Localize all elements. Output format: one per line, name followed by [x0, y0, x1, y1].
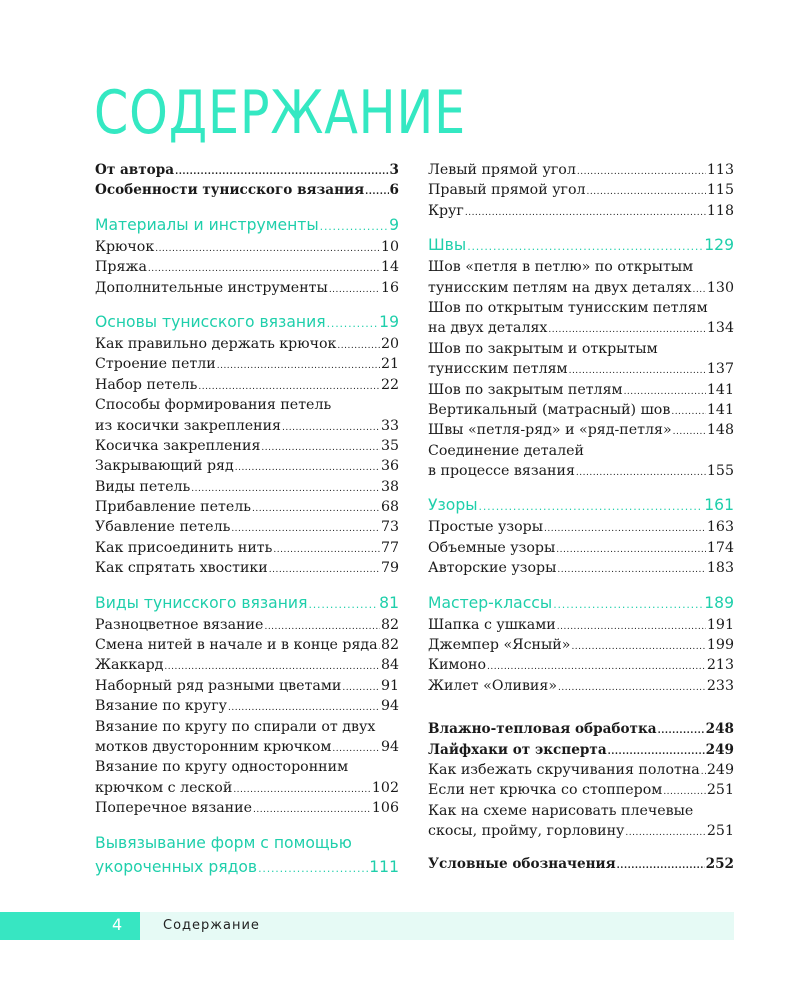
toc-dot-leader: [693, 280, 706, 300]
toc-entry: [428, 821, 734, 841]
toc-page-number: 199: [706, 637, 734, 654]
toc-entry-title: Разноцветное вязание: [95, 616, 264, 633]
toc-entry-title: От автора: [95, 162, 175, 178]
toc-entry-title: Швы: [428, 236, 467, 255]
toc-dot-leader: [332, 739, 380, 759]
toc-dot-leader: [308, 593, 378, 617]
toc-entry: [95, 558, 399, 578]
toc-entry-title: Поперечное вязание: [95, 800, 252, 817]
toc-entry-title: Лайфхаки от эксперта: [428, 741, 607, 758]
toc-entry: [428, 380, 734, 400]
toc-entry: [95, 717, 399, 737]
toc-page-number: 155: [706, 463, 734, 480]
toc-entry: [95, 456, 399, 476]
toc-dot-leader: [337, 336, 380, 356]
toc-dot-leader: [487, 657, 706, 677]
toc-entry-title: Виды петель: [95, 478, 191, 495]
toc-entry-title: тунисским петлям: [428, 361, 568, 378]
toc-dot-leader: [252, 499, 380, 519]
toc-entry-title: Левый прямой угол: [428, 162, 576, 178]
toc-main-entry: [95, 180, 399, 200]
toc-dot-leader: [557, 617, 706, 637]
toc-page-number: 134: [706, 320, 734, 337]
toc-dot-leader: [569, 361, 706, 381]
toc-entry-title: в процессе вязания: [428, 463, 575, 480]
toc-page-number: 130: [706, 279, 734, 296]
toc-entry-title: Вертикальный (матрасный) шов: [428, 401, 671, 418]
toc-dot-leader: [465, 203, 706, 223]
toc-dot-leader: [544, 519, 706, 539]
toc-section-heading: [428, 233, 734, 257]
toc-dot-leader: [175, 162, 388, 182]
page-title: СОДЕРЖАНИЕ: [94, 78, 467, 148]
toc-section-heading: [95, 213, 399, 237]
toc-dot-leader: [558, 678, 706, 698]
toc-dot-leader: [282, 418, 380, 438]
toc-dot-leader: [253, 800, 371, 820]
toc-entry: [95, 237, 399, 257]
toc-page-number: 82: [380, 637, 399, 654]
toc-page-number: 94: [380, 698, 399, 715]
toc-entry: [428, 318, 734, 338]
toc-entry: [95, 497, 399, 517]
toc-entry: [428, 160, 734, 180]
toc-page-number: 22: [380, 376, 399, 393]
toc-dot-leader: [329, 280, 380, 300]
toc-dot-leader: [379, 637, 380, 657]
toc-dot-leader: [228, 698, 380, 718]
toc-page-number: 73: [380, 519, 399, 536]
toc-page-number: 141: [706, 381, 734, 398]
toc-page-number: 129: [704, 236, 734, 255]
toc-entry: [95, 334, 399, 354]
toc-entry: [428, 201, 734, 221]
toc-dot-leader: [587, 182, 706, 202]
toc-entry-title: Закрывающий ряд: [95, 458, 234, 475]
toc-dot-leader: [342, 678, 380, 698]
toc-entry: [428, 801, 734, 821]
toc-entry: [95, 778, 399, 798]
toc-entry: [428, 655, 734, 675]
toc-dot-leader: [148, 259, 380, 279]
toc-entry-title: Шапка с ушками: [428, 616, 556, 633]
footer-section-label: Содержание: [163, 918, 260, 933]
toc-page-number: 91: [380, 677, 399, 694]
toc-page-number: 77: [380, 539, 399, 556]
toc-entry-title: тунисским петлям на двух деталях: [428, 279, 692, 296]
toc-entry-title: Убавление петель: [95, 519, 231, 536]
toc-dot-leader: [264, 617, 379, 637]
toc-entry: [95, 757, 399, 777]
toc-entry: [95, 477, 399, 497]
toc-entry: [95, 635, 399, 655]
toc-page-number: 251: [706, 823, 734, 840]
toc-page-number: 36: [380, 458, 399, 475]
toc-dot-leader: [577, 162, 706, 182]
toc-entry: [95, 354, 399, 374]
toc-page-number: 248: [705, 721, 734, 738]
toc-entry-title: Шов «петля в петлю» по открытым: [428, 259, 694, 276]
toc-entry-title: Особенности тунисского вязания: [95, 182, 365, 199]
toc-dot-leader: [576, 463, 706, 483]
toc-entry-title: Виды тунисского вязания: [95, 593, 308, 612]
toc-entry-title: Наборный ряд разными цветами: [95, 677, 342, 694]
toc-page-number: 21: [380, 356, 399, 373]
toc-entry-title: Пряжа: [95, 259, 147, 276]
toc-dot-leader: [155, 239, 380, 259]
toc-page-number: 137: [706, 361, 734, 378]
toc-page-number: 141: [706, 401, 734, 418]
toc-dot-leader: [548, 320, 705, 340]
toc-dot-leader: [365, 182, 388, 202]
toc-page-number: 115: [706, 182, 734, 199]
toc-page-number: 118: [706, 202, 734, 219]
toc-entry-title: крючком с леской: [95, 779, 233, 796]
toc-entry-title: Швы «петля-ряд» и «ряд-петля»: [428, 422, 672, 439]
toc-page-number: 3: [389, 162, 399, 178]
toc-dot-leader: [327, 312, 379, 336]
toc-entry-title: Как правильно держать крючок: [95, 335, 337, 352]
toc-entry: [428, 441, 734, 461]
toc-dot-leader: [701, 762, 706, 782]
footer-page-number: 4: [112, 915, 123, 934]
toc-page-number: 68: [380, 499, 399, 516]
toc-entry-title: Строение петли: [95, 356, 216, 373]
toc-page-number: 252: [705, 855, 734, 872]
toc-entry: [95, 517, 399, 537]
toc-page-number: 183: [706, 560, 734, 577]
toc-entry-title: Если нет крючка со стоппером: [428, 782, 663, 799]
toc-dot-leader: [624, 382, 706, 402]
toc-dot-leader: [467, 235, 703, 259]
toc-page-number: 191: [706, 616, 734, 633]
toc-entry-title: Крючок: [95, 238, 155, 255]
toc-entry: [95, 615, 399, 635]
toc-dot-leader: [673, 422, 706, 442]
toc-entry-title: Авторские узоры: [428, 560, 557, 577]
toc-entry: [428, 760, 734, 780]
toc-page-number: 148: [706, 422, 734, 439]
toc-page-number: 111: [369, 857, 399, 876]
toc-page-number: 102: [371, 779, 399, 796]
toc-dot-leader: [231, 519, 380, 539]
toc-entry: [95, 278, 399, 298]
toc-page-number: 81: [379, 593, 399, 612]
toc-entry-title: Как избежать скручивания полотна: [428, 761, 700, 778]
toc-main-entry: [428, 719, 734, 739]
toc-entry-title: Набор петель: [95, 376, 198, 393]
toc-spacer: [428, 696, 734, 719]
toc-entry: [428, 517, 734, 537]
toc-entry-title: Косичка закрепления: [95, 437, 261, 454]
toc-entry: [428, 298, 734, 318]
toc-page-number: 16: [380, 279, 399, 296]
toc-entry: [95, 676, 399, 696]
toc-entry: [428, 339, 734, 359]
toc-page-number: 94: [380, 738, 399, 755]
toc-page-number: 19: [379, 312, 399, 331]
toc-page-number: 213: [706, 657, 734, 674]
toc-page-number: 113: [706, 162, 734, 178]
toc-entry-title: Смена нитей в начале и в конце ряда: [95, 637, 378, 654]
toc-spacer: [95, 201, 399, 213]
toc-entry-title: Как на схеме нарисовать плечевые: [428, 802, 694, 819]
toc-page-number: 82: [380, 616, 399, 633]
toc-entry: [428, 180, 734, 200]
toc-page-number: 33: [380, 417, 399, 434]
toc-entry: [95, 696, 399, 716]
toc-dot-leader: [556, 540, 706, 560]
toc-entry: [95, 655, 399, 675]
toc-section-heading: [95, 855, 399, 879]
toc-page-number: 79: [380, 560, 399, 577]
toc-entry: [95, 395, 399, 415]
toc-dot-leader: [191, 479, 380, 499]
toc-entry: [428, 461, 734, 481]
toc-entry: [428, 359, 734, 379]
toc-page-number: 35: [380, 437, 399, 454]
toc-main-entry: [428, 854, 734, 874]
toc-entry-title: Объемные узоры: [428, 539, 556, 556]
toc-entry-title: Способы формирования петель: [95, 397, 332, 414]
toc-entry-title: Жилет «Оливия»: [428, 677, 558, 694]
toc-entry: [428, 780, 734, 800]
toc-dot-leader: [258, 857, 368, 881]
toc-entry-title: мотков двусторонним крючком: [95, 738, 332, 755]
toc-entry: [95, 375, 399, 395]
toc-entry-title: Влажно-тепловая обработка: [428, 721, 657, 738]
toc-page-number: 249: [706, 761, 734, 778]
toc-entry-title: на двух деталях: [428, 320, 548, 337]
toc-entry-title: Шов по закрытым петлям: [428, 381, 623, 398]
toc-entry: [95, 257, 399, 277]
toc-dot-leader: [557, 560, 706, 580]
toc-entry: [95, 538, 399, 558]
toc-entry: [428, 635, 734, 655]
toc-page-number: 84: [380, 657, 399, 674]
toc-page-number: 14: [380, 259, 399, 276]
toc-entry-title: Простые узоры: [428, 519, 543, 536]
toc-page-number: 161: [704, 496, 734, 515]
toc-page-number: 20: [380, 335, 399, 352]
toc-dot-leader: [235, 458, 380, 478]
toc-entry: [428, 558, 734, 578]
toc-entry-title: Кимоно: [428, 657, 487, 674]
toc-dot-leader: [217, 356, 380, 376]
toc-entry-title: Узоры: [428, 496, 478, 515]
toc-page-number: 251: [706, 782, 734, 799]
toc-section-heading: [95, 591, 399, 615]
toc-entry: [428, 257, 734, 277]
toc-page-number: 189: [704, 593, 734, 612]
toc-entry-title: Как спрятать хвостики: [95, 560, 268, 577]
toc-entry: [95, 436, 399, 456]
toc-dot-leader: [164, 657, 380, 677]
toc-dot-leader: [625, 823, 705, 843]
toc-dot-leader: [553, 593, 703, 617]
toc-entry: [428, 676, 734, 696]
toc-dot-leader: [273, 540, 380, 560]
toc-entry: [428, 400, 734, 420]
toc-dot-leader: [571, 637, 705, 657]
toc-entry: [428, 615, 734, 635]
toc-entry-title: Мастер-классы: [428, 593, 553, 612]
toc-section-heading: [95, 831, 399, 855]
toc-entry-title: Как присоединить нить: [95, 539, 273, 556]
toc-section-heading: [95, 310, 399, 334]
toc-dot-leader: [479, 495, 704, 519]
toc-entry-title: Жаккард: [95, 657, 164, 674]
toc-entry: [95, 798, 399, 818]
toc-entry-title: Круг: [428, 202, 464, 219]
toc-page-number: 38: [380, 478, 399, 495]
toc-entry: [95, 737, 399, 757]
toc-entry-title: Шов по закрытым и открытым: [428, 340, 658, 357]
toc-entry-title: Вывязывание форм с помощью: [95, 833, 352, 852]
toc-entry-title: скосы, пройму, горловину: [428, 823, 625, 840]
toc-entry: [95, 416, 399, 436]
toc-entry-title: Дополнительные инструменты: [95, 279, 328, 296]
toc-section-heading: [428, 591, 734, 615]
toc-dot-leader: [320, 215, 388, 239]
toc-dot-leader: [269, 560, 380, 580]
toc-entry-title: Правый прямой угол: [428, 182, 586, 199]
toc-dot-leader: [261, 438, 380, 458]
toc-entry-title: Соединение деталей: [428, 442, 584, 459]
toc-entry-title: Вязание по кругу: [95, 698, 227, 715]
toc-entry-title: Вязание по кругу по спирали от двух: [95, 718, 376, 735]
toc-dot-leader: [663, 782, 706, 802]
toc-page-number: 6: [389, 182, 399, 199]
toc-main-entry: [95, 160, 399, 180]
toc-entry-title: Вязание по кругу односторонним: [95, 759, 349, 776]
toc-page-number: 106: [371, 800, 399, 817]
toc-page-number: 174: [706, 539, 734, 556]
toc-entry: [428, 420, 734, 440]
toc-entry-title: Условные обозначения: [428, 855, 616, 872]
toc-dot-leader: [233, 780, 371, 800]
toc-page-number: 163: [706, 519, 734, 536]
toc-dot-leader: [608, 742, 705, 762]
toc-dot-leader: [198, 377, 380, 397]
toc-dot-leader: [658, 721, 705, 741]
toc-right-column: [428, 160, 734, 874]
toc-dot-leader: [617, 856, 705, 876]
toc-section-heading: [428, 493, 734, 517]
toc-page-number: 9: [389, 215, 399, 234]
toc-entry-title: Шов по открытым тунисским петлям: [428, 299, 708, 316]
toc-entry: [428, 538, 734, 558]
toc-entry-title: Материалы и инструменты: [95, 215, 319, 234]
toc-main-entry: [428, 740, 734, 760]
toc-entry: [428, 278, 734, 298]
toc-entry-title: Прибавление петель: [95, 499, 251, 516]
toc-entry-title: укороченных рядов: [95, 857, 258, 876]
toc-dot-leader: [671, 402, 706, 422]
toc-page-number: 10: [380, 238, 399, 255]
toc-page-number: 233: [706, 677, 734, 694]
toc-entry-title: Джемпер «Ясный»: [428, 637, 571, 654]
toc-entry-title: из косички закрепления: [95, 417, 281, 434]
toc-entry-title: Основы тунисского вязания: [95, 312, 326, 331]
toc-page-number: 249: [705, 741, 734, 758]
toc-left-column: [95, 160, 399, 879]
